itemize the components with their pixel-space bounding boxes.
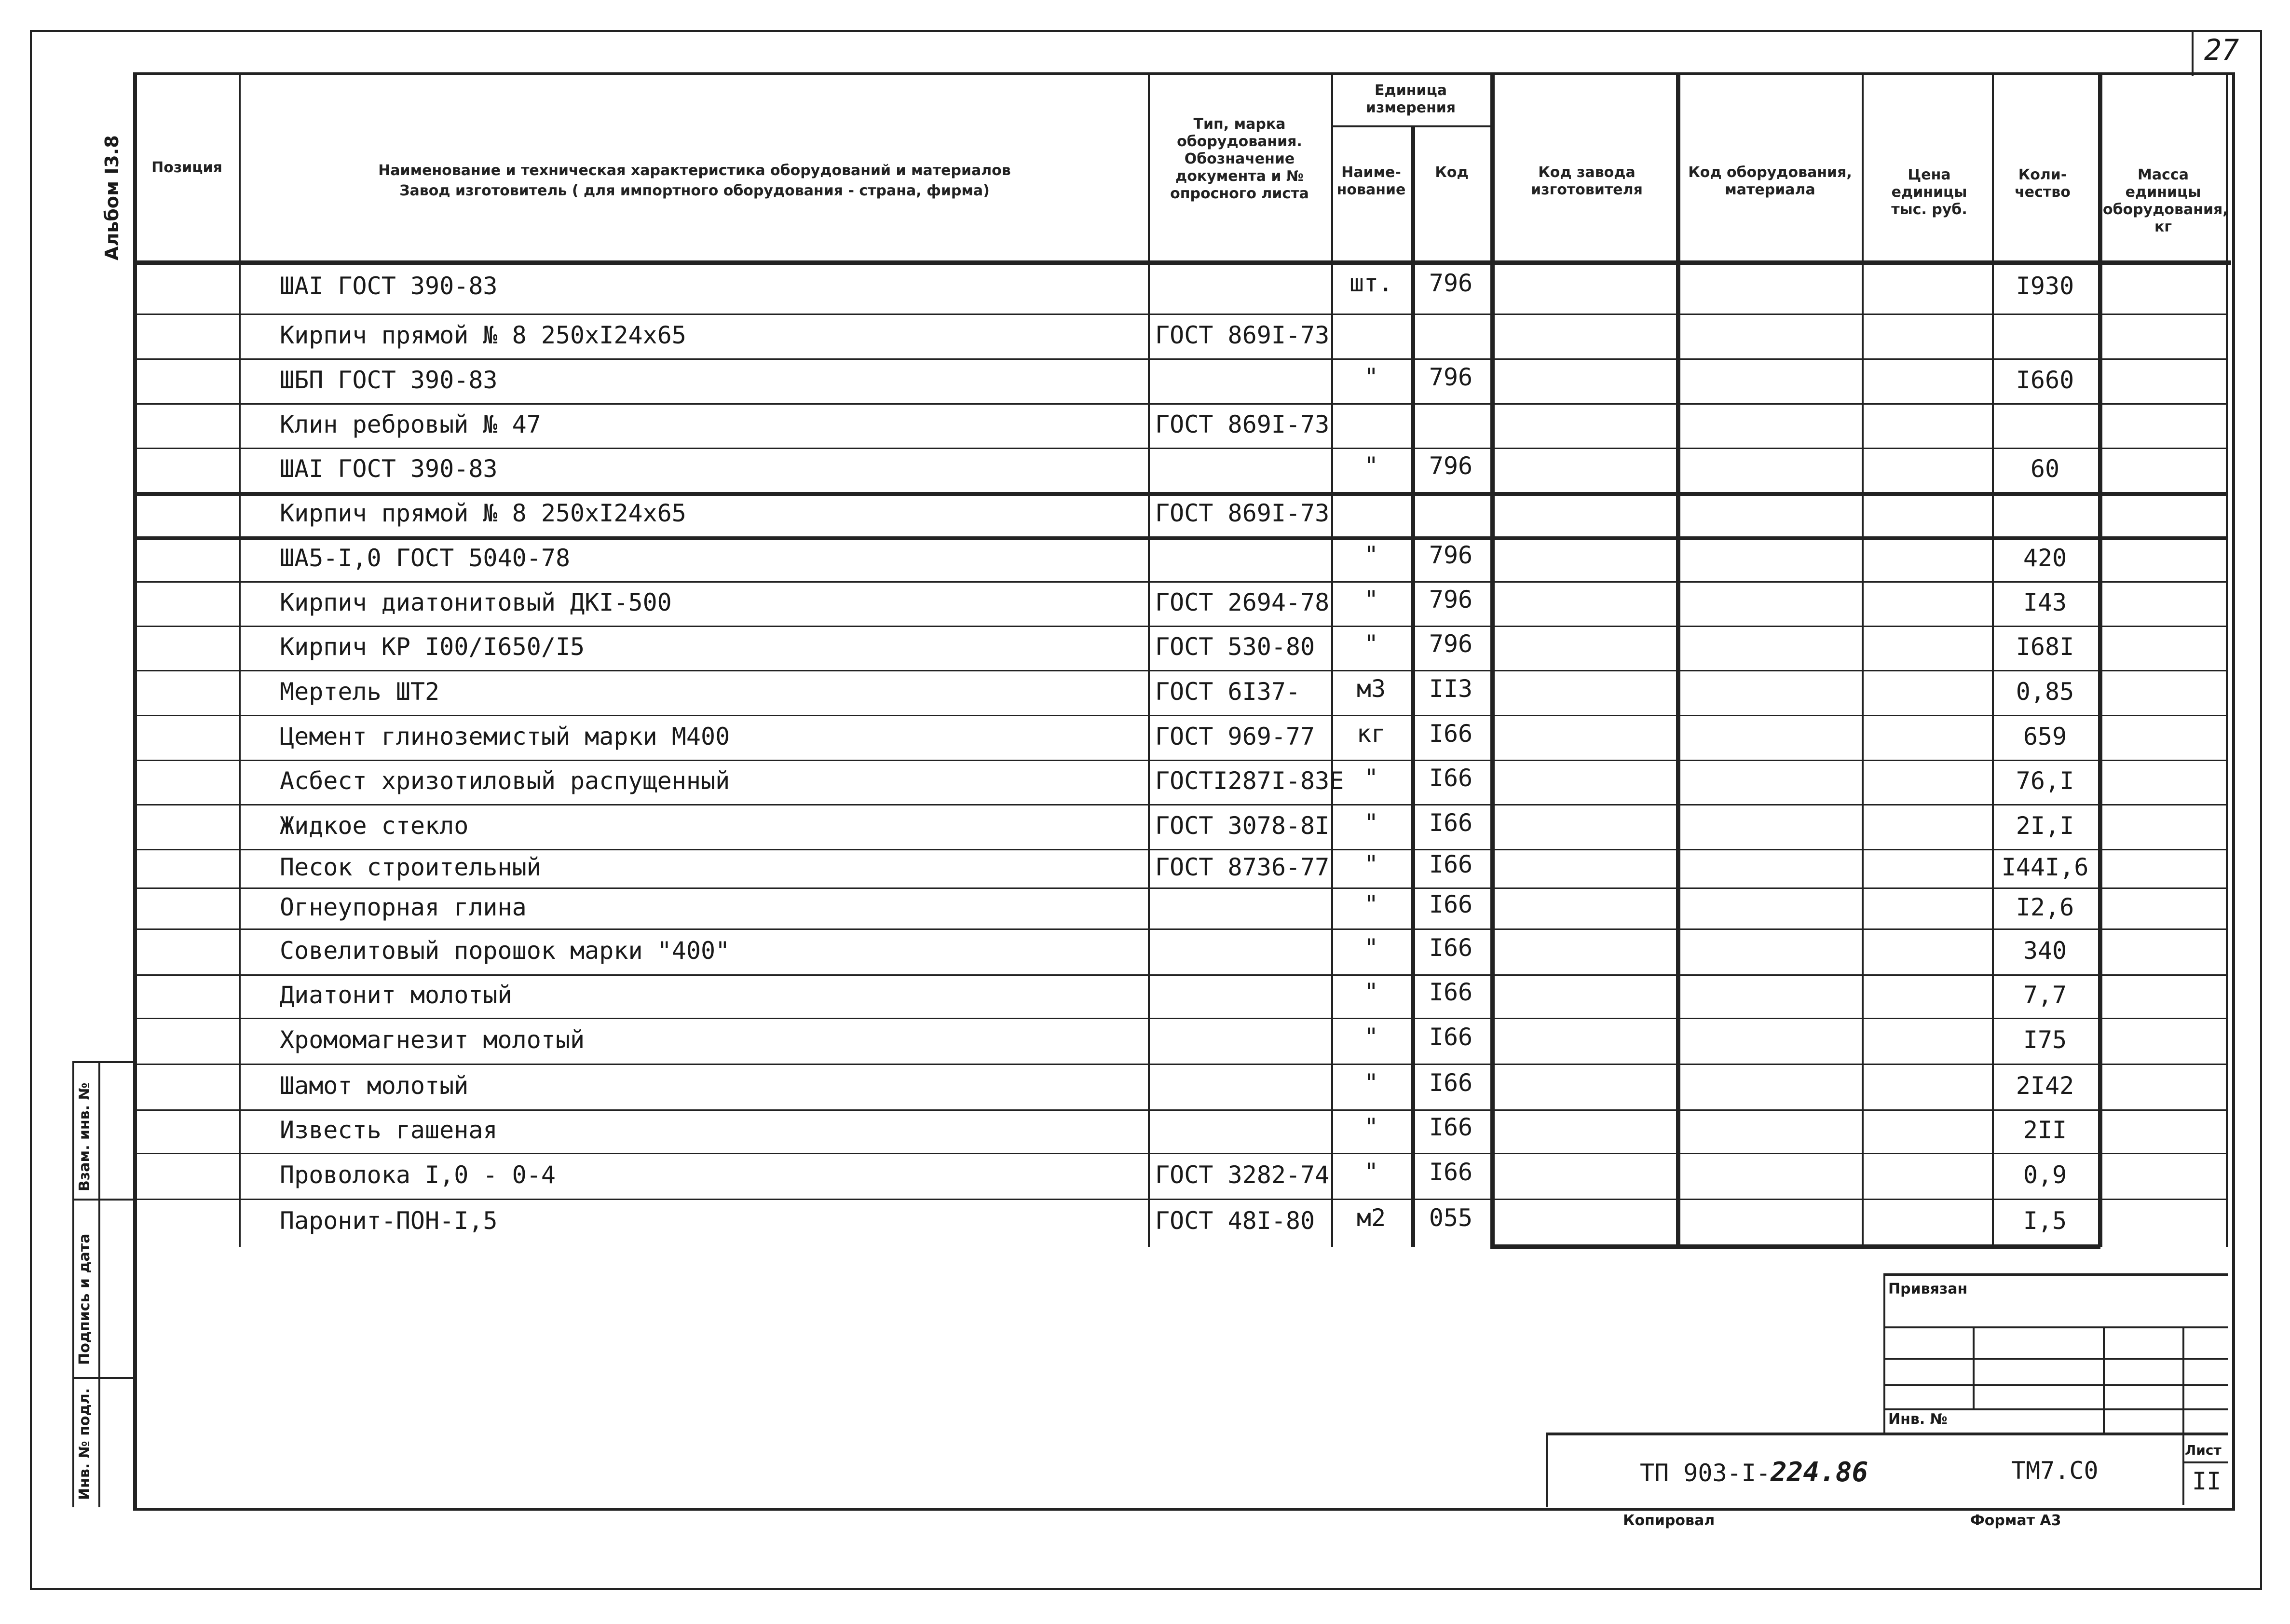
row-doc: ГОСТ 6I37- [1155,677,1301,706]
stamp-main-top [1546,1433,2228,1435]
stamp-sheet-code: ТМ7.С0 [2011,1457,2099,1485]
header-unit-code: Код [1435,164,1469,181]
row-qty: 420 [2023,544,2067,572]
row-code: I66 [1429,1023,1473,1051]
row-divider [135,1064,2228,1065]
stamp-privyazan-top [1883,1273,2228,1276]
row-code: 796 [1429,452,1473,480]
album-label: Альбом I3.8 [101,135,123,260]
row-code: I66 [1429,764,1473,792]
row-qty: 340 [2023,936,2067,965]
header-unit-name: Наиме-нование [1336,164,1406,198]
row-doc: ГОСТ 869I-73 [1155,410,1330,438]
row-name: Совелитовый порошок марки "400" [280,936,730,965]
stamp-grid-2 [1883,1358,2228,1360]
row-doc: ГОСТ 3078-8I [1155,811,1330,840]
row-code: 055 [1429,1203,1473,1232]
stamp-doc-code-b: 224.86 [1770,1457,1868,1488]
row-qty: I660 [2016,366,2074,394]
row-code: I66 [1429,1068,1473,1097]
row-qty: I44I,6 [2001,853,2089,881]
row-divider [135,887,2228,889]
header-mass: Масса единицы оборудования, кг [2103,166,2228,235]
row-code: I66 [1429,808,1473,837]
row-doc: ГОСТI287I-83Е [1155,767,1344,795]
row-qty: I43 [2023,588,2067,616]
col-div-unit-code [1490,72,1495,1247]
row-code: 796 [1429,363,1473,391]
side-podpis: Подпись и дата [76,1233,93,1365]
row-divider [135,804,2228,805]
row-divider [135,1018,2228,1019]
header-plant-code: Код завода изготовителя [1531,164,1643,198]
row-doc: ГОСТ 3282-74 [1155,1160,1330,1189]
row-unit: " [1363,764,1379,792]
stamp-privyazan: Привязан [1888,1281,1968,1297]
row-unit: " [1363,978,1379,1006]
row-unit: " [1363,363,1379,391]
stamp-grid-v3 [2182,1326,2184,1505]
row-qty: I,5 [2023,1206,2067,1235]
side-vzam: Взам. инв. № [76,1082,93,1191]
header-position: Позиция [151,159,222,176]
row-qty: I930 [2016,272,2074,300]
row-qty: 60 [2030,455,2060,483]
row-name: ШБП ГОСТ 390-83 [280,366,498,394]
row-unit: м3 [1356,674,1386,703]
col-div-name [1148,72,1150,1247]
row-unit: " [1363,1023,1379,1051]
page-number: 27 [2204,33,2239,67]
stamp-doc-code [1640,1457,1868,1488]
row-divider [135,448,2228,449]
side-stamp-top [72,1061,135,1063]
row-code: I66 [1429,890,1473,918]
row-doc: ГОСТ 530-80 [1155,633,1315,661]
row-divider [135,581,2228,583]
row-divider [135,536,2228,540]
row-unit: " [1363,890,1379,918]
side-inv-podl: Инв. № подл. [76,1388,93,1500]
header-qty: Коли-чество [2015,166,2071,201]
row-code: 796 [1429,269,1473,297]
side-stamp-div1 [72,1199,135,1201]
page-number-box-left [2192,32,2194,76]
row-qty: 2II [2023,1116,2067,1144]
row-divider [135,1153,2228,1154]
row-code: I66 [1429,1158,1473,1186]
row-unit: " [1363,541,1379,569]
row-unit: " [1363,933,1379,962]
row-unit: " [1363,586,1379,614]
row-unit: " [1363,850,1379,878]
row-code: I66 [1429,978,1473,1006]
row-qty: 0,85 [2016,677,2074,706]
row-unit: " [1363,1158,1379,1186]
stamp-sheet-no: II [2192,1467,2222,1495]
row-qty: I75 [2023,1025,2067,1054]
row-doc: ГОСТ 48I-80 [1155,1206,1315,1235]
side-stamp-mid [98,1061,100,1507]
row-name: Мертель ШТ2 [280,677,440,706]
row-qty: I2,6 [2016,893,2074,921]
row-name: Песок строительный [280,853,541,881]
row-name: Асбест хризотиловый распущенный [280,767,730,795]
row-name: Хромомагнезит молотый [280,1025,585,1054]
row-divider [135,358,2228,360]
header-price: Цена единицы тыс. руб. [1891,166,1967,218]
row-qty: 7,7 [2023,981,2067,1009]
row-divider [135,626,2228,627]
row-unit: " [1363,808,1379,837]
row-code: 796 [1429,541,1473,569]
col-div-position [239,72,241,1247]
row-doc: ГОСТ 869I-73 [1155,499,1330,527]
row-divider [135,974,2228,976]
row-unit: " [1363,1068,1379,1097]
row-code: I66 [1429,1113,1473,1141]
stamp-format: Формат А3 [1970,1512,2061,1529]
stamp-doc-code-a: ТП 903-I- [1640,1459,1771,1487]
stamp-main-left [1546,1433,1548,1507]
side-stamp-left [72,1061,74,1507]
header-type-mark: Тип, марка оборудования. Обозначение документа и № опросного листа [1170,116,1309,202]
row-code: 796 [1429,586,1473,614]
col-div-plant [1676,72,1680,1247]
row-unit: м2 [1356,1203,1386,1232]
row-divider [135,760,2228,761]
row-divider [135,715,2228,716]
row-name: Диатонит молотый [280,981,512,1009]
row-code: I66 [1429,719,1473,748]
row-qty: 0,9 [2023,1160,2067,1189]
row-doc: ГОСТ 969-77 [1155,722,1315,751]
row-name: Паронит-ПОН-I,5 [280,1206,498,1235]
row-name: Кирпич КР I00/I650/I5 [280,633,585,661]
col-div-mass [2226,72,2228,1247]
row-divider [135,492,2228,496]
row-name: Кирпич диатонитовый ДКI-500 [280,588,672,616]
stamp-inv-no: Инв. № [1888,1411,1948,1428]
row-doc: ГОСТ 869I-73 [1155,321,1330,349]
row-qty: 2I,I [2016,811,2074,840]
table-bottom [1490,1244,2100,1249]
header-top [133,72,2231,75]
row-divider [135,1109,2228,1111]
row-unit: шт. [1349,269,1393,297]
row-name: Клин ребровый № 47 [280,410,541,438]
side-stamp-div2 [72,1377,135,1379]
col-div-type [1331,72,1333,1247]
row-name: Огнеупорная глина [280,893,527,921]
row-divider [135,670,2228,671]
stamp-grid-v1 [1973,1326,1975,1408]
row-divider [135,849,2228,850]
header-name-line1: Наименование и техническая характеристика оборудований и материалов [378,162,1011,179]
row-code: 796 [1429,630,1473,658]
header-equip-code: Код оборудования, материала [1688,164,1852,198]
row-code: I66 [1429,933,1473,962]
row-name: Шамот молотый [280,1071,469,1100]
stamp-sheet-div [2182,1461,2228,1463]
row-divider [135,403,2228,405]
stamp-grid-v2 [2103,1326,2105,1433]
row-name: Цемент глиноземистый марки М400 [280,722,730,751]
row-name: Проволока I,0 - 0-4 [280,1160,556,1189]
row-doc: ГОСТ 8736-77 [1155,853,1330,881]
row-unit: " [1363,452,1379,480]
row-name: Кирпич прямой № 8 250xI24x65 [280,321,686,349]
row-name: Жидкое стекло [280,811,469,840]
row-divider [135,928,2228,930]
header-bottom [133,260,2231,265]
row-name: ША5-I,0 ГОСТ 5040-78 [280,544,571,572]
row-code: I66 [1429,850,1473,878]
header-unit-group: Единица измерения [1365,82,1456,116]
col-div-equip [1862,72,1864,1247]
row-unit: кг [1356,719,1386,748]
row-name: ШАI ГОСТ 390-83 [280,455,498,483]
stamp-grid-3 [1883,1384,2228,1386]
row-name: Кирпич прямой № 8 250xI24x65 [280,499,686,527]
stamp-grid-4 [1883,1408,2228,1410]
stamp-sheet-label: Лист [2185,1442,2222,1458]
row-unit: " [1363,630,1379,658]
row-code: II3 [1429,674,1473,703]
row-doc: ГОСТ 2694-78 [1155,588,1330,616]
header-name-line2: Завод изготовитель ( для импортного оборудования - страна, фирма) [399,182,990,199]
row-name: ШАI ГОСТ 390-83 [280,272,498,300]
row-divider [135,1199,2228,1200]
row-qty: I68I [2016,633,2074,661]
row-divider [135,314,2228,315]
stamp-copied: Копировал [1623,1512,1715,1529]
row-qty: 659 [2023,722,2067,751]
row-name: Известь гашеная [280,1116,498,1144]
row-qty: 76,I [2016,767,2074,795]
row-unit: " [1363,1113,1379,1141]
row-qty: 2I42 [2016,1071,2074,1100]
stamp-grid-1 [1883,1326,2228,1328]
